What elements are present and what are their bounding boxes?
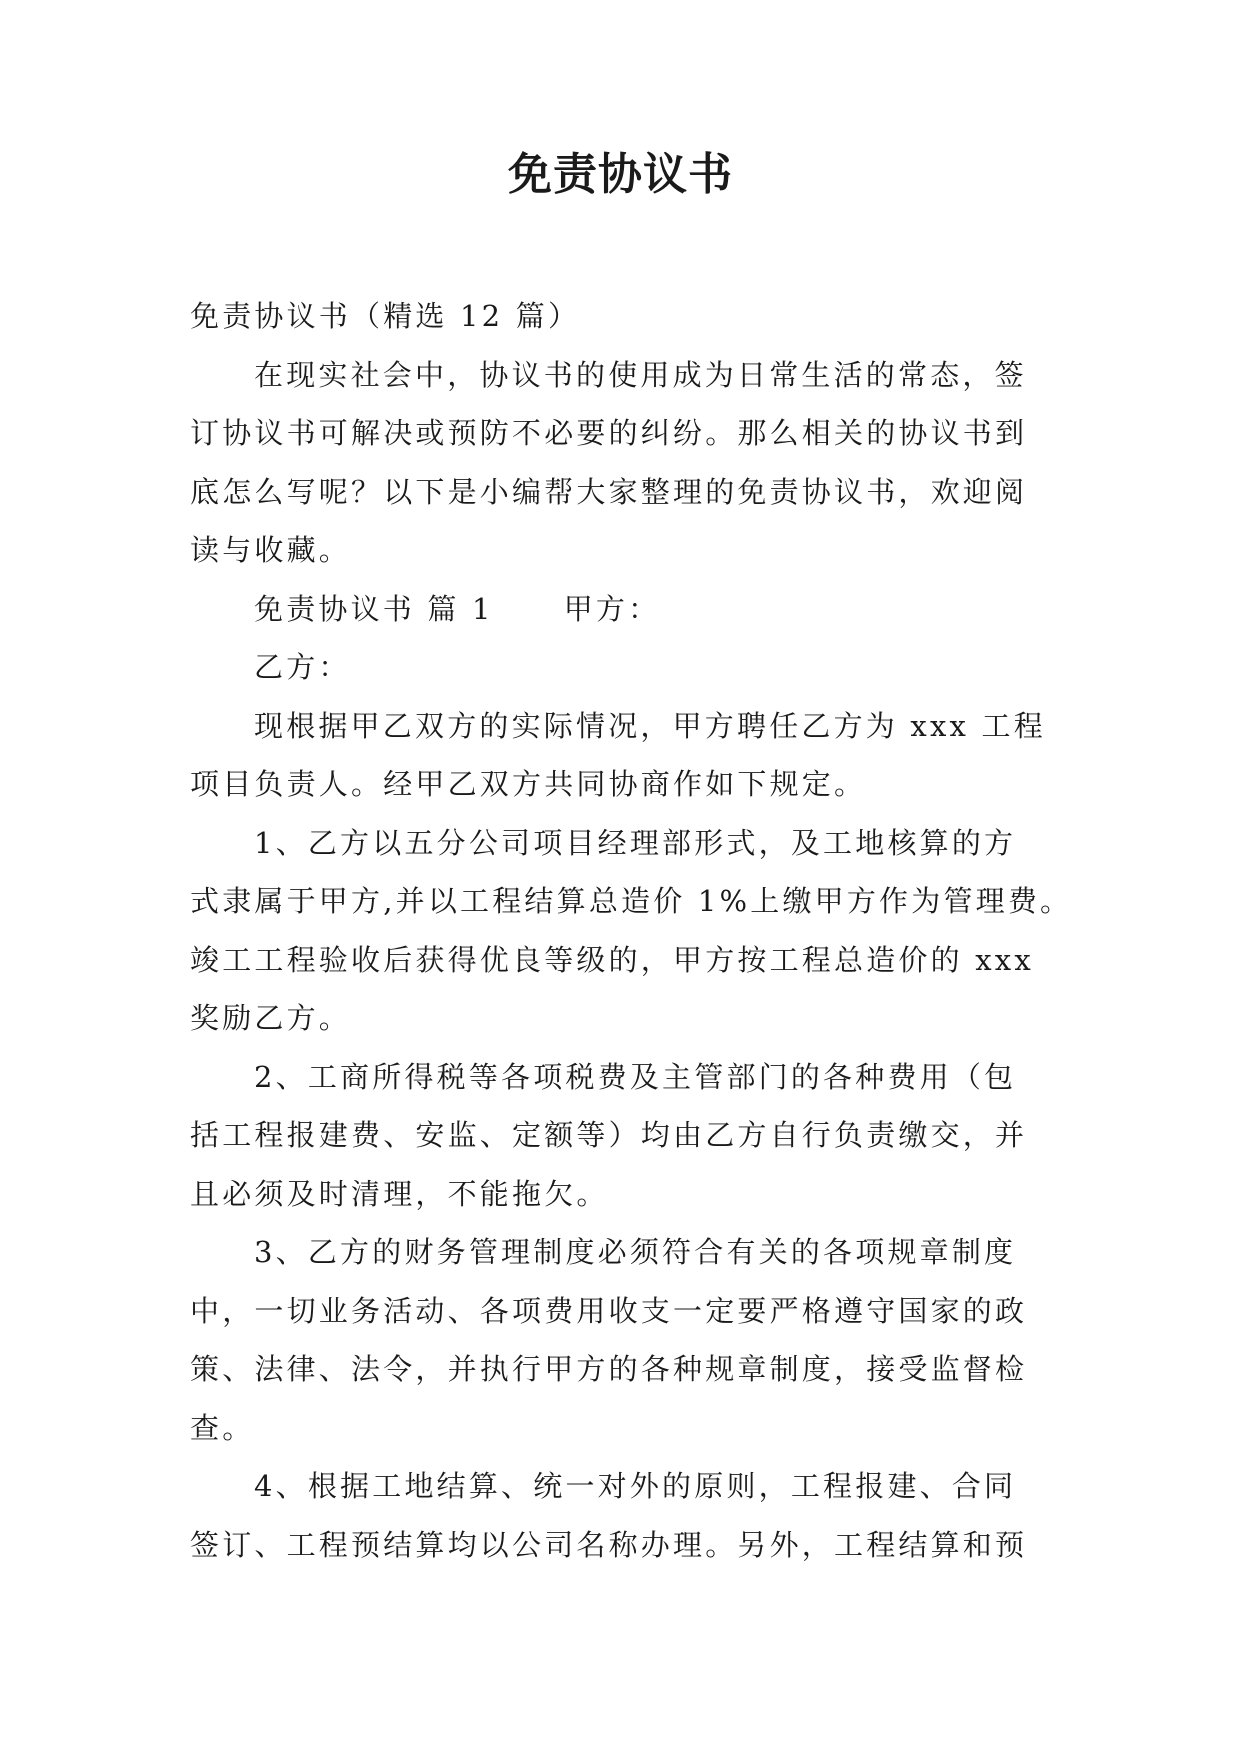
party-b-label: 乙方：	[254, 650, 351, 684]
clause-line: 竣工工程验收后获得优良等级的，甲方按工程总造价的 xxx	[190, 942, 1034, 977]
paragraph-line: 底怎么写呢？以下是小编帮大家整理的免责协议书，欢迎阅	[190, 474, 1028, 509]
document-body	[190, 287, 1073, 1574]
clause-line: 2、工商所得税等各项税费及主管部门的各种费用（包	[254, 1059, 1017, 1094]
paragraph-line: 在现实社会中，协议书的使用成为日常生活的常态，签	[254, 357, 1027, 392]
paragraph-line: 订协议书可解决或预防不必要的纠纷。那么相关的协议书到	[190, 416, 1028, 450]
clause-line: 且必须及时清理，不能拖欠。	[190, 1176, 609, 1211]
document-title: 免责协议书	[508, 149, 733, 200]
clause-line: 4、根据工地结算、统一对外的原则，工程报建、合同	[254, 1469, 1017, 1503]
section-heading: 免责协议书 篇 1	[254, 591, 494, 626]
clause-line: 查。	[190, 1410, 255, 1445]
paragraph-line: 项目负责人。经甲乙双方共同协商作如下规定。	[190, 767, 867, 801]
clause-line: 策、法律、法令，并执行甲方的各种规章制度，接受监督检	[190, 1352, 1028, 1386]
clause-line: 签订、工程预结算均以公司名称办理。另外，工程结算和预	[190, 1527, 1028, 1562]
paragraph-line: 现根据甲乙双方的实际情况，甲方聘任乙方为 xxx 工程	[254, 708, 1046, 743]
clause-line: 式隶属于甲方,并以工程结算总造价 1%上缴甲方作为管理费。	[190, 884, 1073, 918]
party-a-label: 甲方：	[563, 591, 661, 626]
clause-line: 1、乙方以五分公司项目经理部形式，及工地核算的方	[254, 825, 1017, 860]
section-heading-line	[190, 580, 1058, 639]
clause-line: 中，一切业务活动、各项费用收支一定要严格遵守国家的政	[190, 1293, 1028, 1328]
clause-line: 奖励乙方。	[190, 1001, 352, 1035]
paragraph-line: 读与收藏。	[190, 533, 352, 567]
subtitle-line: 免责协议书（精选 12 篇）	[190, 299, 581, 333]
clause-line: 括工程报建费、安监、定额等）均由乙方自行负责缴交，并	[190, 1118, 1028, 1152]
clause-line: 3、乙方的财务管理制度必须符合有关的各项规章制度	[254, 1235, 1017, 1269]
